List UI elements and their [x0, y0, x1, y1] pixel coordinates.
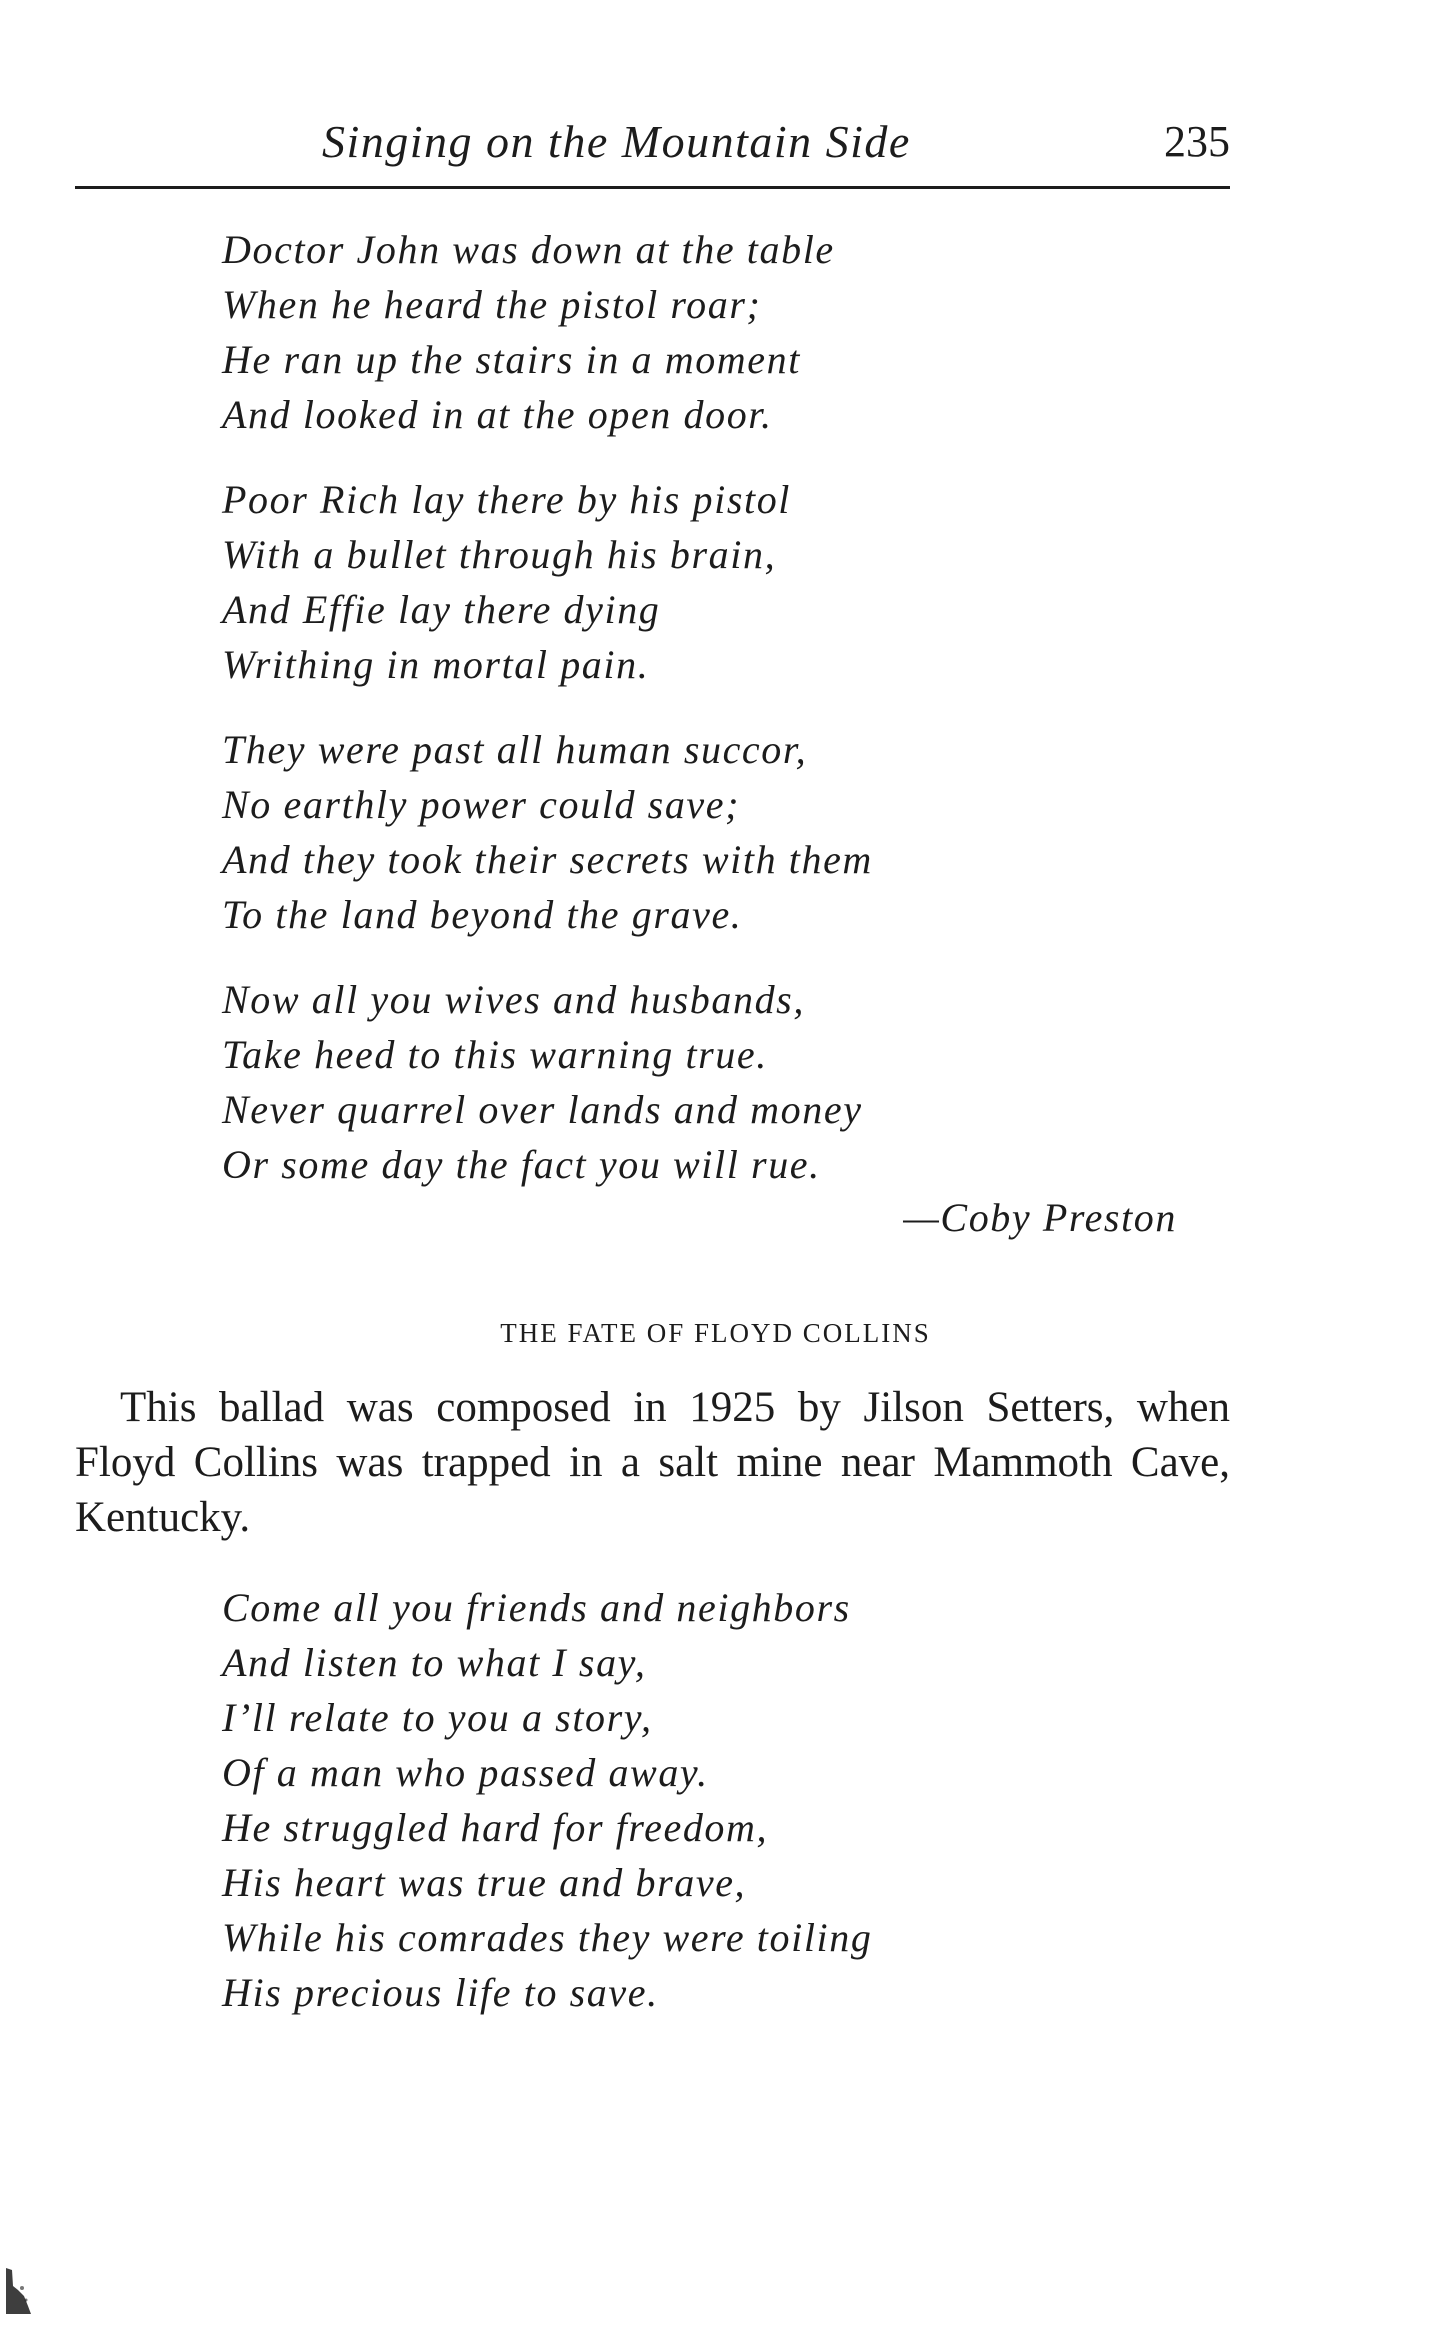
verse-line: And Effie lay there dying [222, 587, 661, 632]
verse-line: When he heard the pistol roar; [222, 282, 762, 327]
page-number: 235 [1164, 117, 1230, 166]
verse-line: Take heed to this warning true. [222, 1032, 768, 1077]
verse-line: Never quarrel over lands and money [222, 1087, 863, 1132]
header-rule [75, 186, 1230, 189]
stanza [222, 222, 1222, 442]
poem-coby-preston [222, 222, 1222, 1222]
verse-line: Or some day the fact you will rue. [222, 1142, 821, 1187]
verse-line: Writhing in mortal pain. [222, 642, 650, 687]
section-heading: THE FATE OF FLOYD COLLINS [500, 1318, 931, 1348]
verse-line: No earthly power could save; [222, 782, 741, 827]
verse-line: Doctor John was down at the table [222, 227, 835, 272]
verse-line: Poor Rich lay there by his pistol [222, 477, 792, 522]
verse-line: He struggled hard for freedom, [222, 1805, 769, 1850]
verse-line: While his comrades they were toiling [222, 1915, 873, 1960]
poem-floyd-collins [222, 1580, 1222, 2050]
verse-line: He ran up the stairs in a moment [222, 337, 801, 382]
verse-line: His heart was true and brave, [222, 1860, 747, 1905]
verse-line: Of a man who passed away. [222, 1750, 709, 1795]
verse-line: Come all you friends and neighbors [222, 1585, 851, 1630]
stanza [222, 472, 1222, 692]
stanza [222, 972, 1222, 1192]
stanza [222, 1580, 1222, 2020]
verse-line: And looked in at the open door. [222, 392, 773, 437]
verse-line: They were past all human succor, [222, 727, 808, 772]
verse-line: And they took their secrets with them [222, 837, 873, 882]
scan-smudge [4, 2266, 32, 2316]
verse-line: Now all you wives and husbands, [222, 977, 805, 1022]
page-header [75, 112, 1230, 202]
poem-attribution: —Coby Preston [903, 1195, 1177, 1240]
verse-line: I’ll relate to you a story, [222, 1695, 653, 1740]
intro-paragraph: This ballad was composed in 1925 by Jilson Setters, when Floyd Collins was trapped in a salt mine near Mammoth Cave, Kentucky. [75, 1384, 1230, 1541]
stanza [222, 722, 1222, 942]
verse-line: And listen to what I say, [222, 1640, 647, 1685]
running-title: Singing on the Mountain Side [322, 116, 911, 167]
verse-line: His precious life to save. [222, 1970, 659, 2015]
verse-line: To the land beyond the grave. [222, 892, 743, 937]
verse-line: With a bullet through his brain, [222, 532, 777, 577]
